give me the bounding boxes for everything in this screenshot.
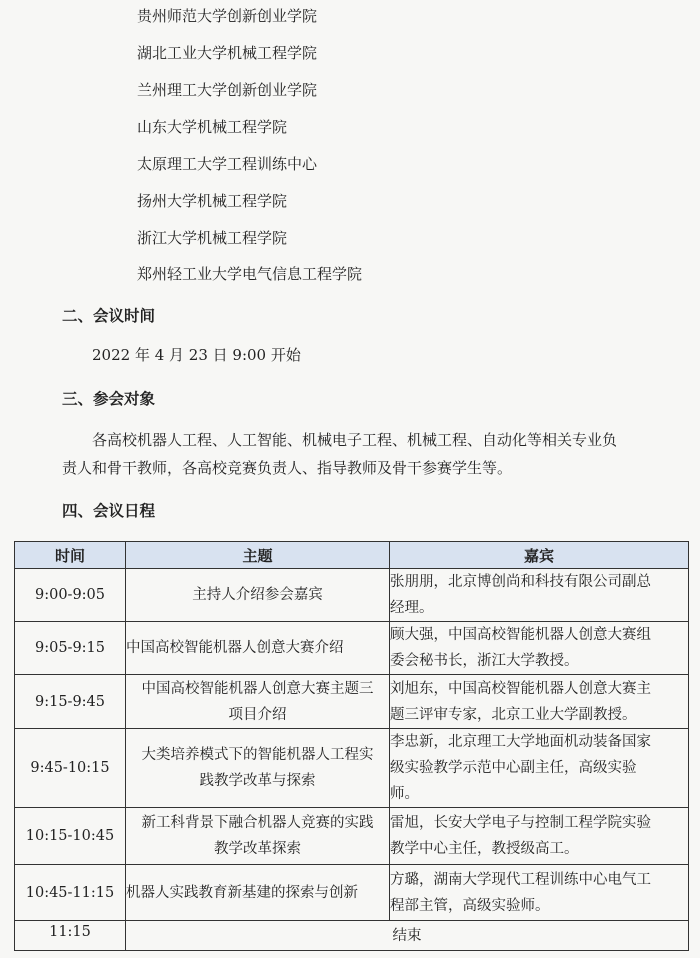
section-heading-agenda: 四、会议日程 <box>62 502 156 520</box>
agenda-topic <box>126 675 390 729</box>
section-heading-attendees: 三、参会对象 <box>62 390 156 408</box>
agenda-guest <box>390 622 689 675</box>
agenda-time: 10:15-10:45 <box>15 808 126 865</box>
organizer-item: 贵州师范大学创新创业学院 <box>137 7 318 25</box>
agenda-topic <box>126 808 390 865</box>
agenda-time: 9:05-9:15 <box>15 622 126 675</box>
table-row <box>15 729 689 808</box>
table-row <box>15 569 689 622</box>
agenda-table <box>14 541 689 951</box>
guest-line: 顾大强，中国高校智能机器人创意大赛组 <box>390 627 651 643</box>
agenda-topic <box>126 729 390 808</box>
header-time: 时间 <box>15 542 126 569</box>
guest-line: 雷旭，长安大学电子与控制工程学院实验 <box>390 815 651 831</box>
table-row <box>15 865 689 921</box>
agenda-topic <box>126 569 390 622</box>
agenda-guest <box>390 675 689 729</box>
agenda-topic <box>126 865 390 921</box>
organizer-item: 浙江大学机械工程学院 <box>137 229 288 247</box>
agenda-end-label: 结束 <box>126 921 689 951</box>
table-row-end <box>15 921 689 951</box>
topic-line: 践教学改革与探索 <box>199 773 316 789</box>
guest-line: 委会秘书长，浙江大学教授。 <box>390 653 579 669</box>
topic-line: 新工科背景下融合机器人竞赛的实践 <box>141 815 374 831</box>
guest-line: 师。 <box>390 786 419 802</box>
organizer-item: 扬州大学机械工程学院 <box>137 192 288 210</box>
attendees-text-line1: 各高校机器人工程、人工智能、机械电子工程、机械工程、自动化等相关专业负 <box>92 431 618 449</box>
header-guest: 嘉宾 <box>390 542 689 569</box>
agenda-time: 9:00-9:05 <box>15 569 126 622</box>
topic-line: 机器人实践教育新基建的探索与创新 <box>126 884 358 901</box>
meeting-time-text: 2022 年 4 月 23 日 9:00 开始 <box>92 346 301 364</box>
agenda-time: 9:45-10:15 <box>15 729 126 808</box>
organizer-item: 郑州轻工业大学电气信息工程学院 <box>137 265 363 283</box>
agenda-guest <box>390 865 689 921</box>
organizer-item: 太原理工大学工程训练中心 <box>137 155 318 173</box>
guest-line: 程部主管，高级实验师。 <box>390 897 550 914</box>
guest-line: 级实验教学示范中心副主任，高级实验 <box>390 760 637 776</box>
guest-line: 经理。 <box>390 600 434 616</box>
agenda-guest <box>390 808 689 865</box>
organizer-item: 兰州理工大学创新创业学院 <box>137 81 318 99</box>
attendees-text-line2: 责人和骨干教师，各高校竞赛负责人、指导教师及骨干参赛学生等。 <box>62 459 513 477</box>
guest-line: 张朋朋，北京博创尚和科技有限公司副总 <box>390 574 651 590</box>
section-heading-meeting-time: 二、会议时间 <box>62 307 156 325</box>
topic-line: 项目介绍 <box>228 706 287 723</box>
topic-line: 大类培养模式下的智能机器人工程实 <box>141 747 374 763</box>
topic-line: 教学改革探索 <box>214 841 301 857</box>
table-header-row <box>15 542 689 569</box>
agenda-guest <box>390 569 689 622</box>
table-row <box>15 675 689 729</box>
topic-line: 中国高校智能机器人创意大赛主题三 <box>141 680 374 697</box>
organizer-item: 山东大学机械工程学院 <box>137 118 288 136</box>
header-topic: 主题 <box>126 542 390 569</box>
organizer-item: 湖北工业大学机械工程学院 <box>137 44 318 62</box>
agenda-time: 9:15-9:45 <box>15 675 126 729</box>
agenda-time: 10:45-11:15 <box>15 865 126 921</box>
agenda-time: 11:15 <box>15 921 126 951</box>
agenda-guest <box>390 729 689 808</box>
guest-line: 刘旭东，中国高校智能机器人创意大赛主 <box>390 680 651 697</box>
table-row <box>15 622 689 675</box>
guest-line: 教学中心主任，教授级高工。 <box>390 841 579 857</box>
topic-line: 主持人介绍参会嘉宾 <box>192 587 323 603</box>
table-row <box>15 808 689 865</box>
agenda-topic <box>126 622 390 675</box>
guest-line: 方璐，湖南大学现代工程训练中心电气工 <box>390 871 651 888</box>
guest-line: 李忠新，北京理工大学地面机动装备国家 <box>390 734 651 750</box>
guest-line: 题三评审专家，北京工业大学副教授。 <box>390 706 637 723</box>
topic-line: 中国高校智能机器人创意大赛介绍 <box>126 640 344 656</box>
